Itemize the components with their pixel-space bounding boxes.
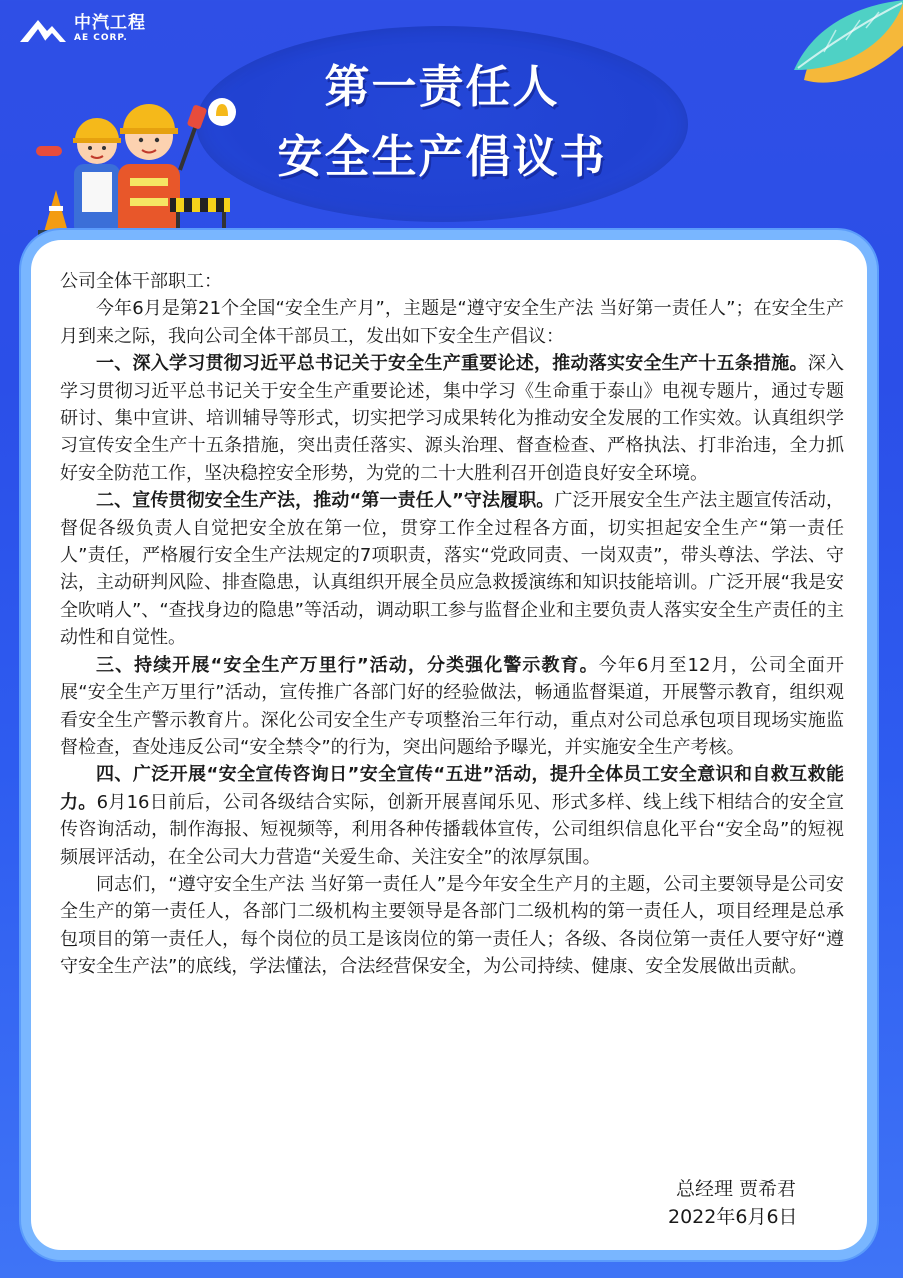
paragraph-3-text: 今年6月至12月，公司全面开展“安全生产万里行”活动，宣传推广各部门好的经验做法，畅通监督渠道，开展警示教育，组织观看安全生产警示教育片。深化公司安全生产专项整治三年行动，重点对公司总承包项目现场实施监督检查，查处违反公司“安全禁令”的行为，突出问题给予曝光，并实施安全生产考核。 — [60, 654, 844, 758]
leaf-decoration-icon — [784, 0, 903, 95]
logo-cn-text: 中汽工程 — [74, 13, 146, 33]
signature-name: 总经理 贾希君 — [676, 1178, 797, 1200]
signature-date: 2022年6月6日 — [668, 1206, 798, 1228]
page-title-line-1: 第一责任人 — [324, 60, 560, 113]
logo-en-text: AE CORP. — [74, 33, 128, 43]
paragraph-4 — [60, 761, 844, 871]
company-logo — [18, 14, 146, 44]
paragraph-4-text: 6月16日前后，公司各级结合实际，创新开展喜闻乐见、形式多样、线上线下相结合的安全宣传咨询活动，制作海报、短视频等，利用各种传播载体宣传，公司组织信息化平台“安全岛”的短视频展评活动，在全公司大力营造“关爱生命、关注安全”的浓厚氛围。 — [60, 791, 845, 868]
closing-paragraph: 同志们，“遵守安全生产法 当好第一责任人”是今年安全生产月的主题，公司主要领导是公司安全生产的第一责任人，各部门二级机构主要领导是各部门二级机构的第一责任人，项目经理是总承包项目的第一责任人，每个岗位的员工是该岗位的第一责任人；各级、各岗位第一责任人要守好“遵守安全生产法”的底线，学法懂法，合法经营保安全，为公司持续、健康、安全发展做出贡献。 — [60, 873, 844, 978]
paragraph-1-heading: 一、深入学习贯彻习近平总书记关于安全生产重要论述，推动落实安全生产十五条措施。 — [96, 353, 808, 375]
paragraph-2-heading: 二、宣传贯彻安全生产法，推动“第一责任人”守法履职。 — [96, 490, 555, 512]
paragraph-3-heading: 三、持续开展“安全生产万里行”活动，分类强化警示教育。 — [96, 654, 599, 676]
safety-workers-illustration-icon — [30, 94, 240, 244]
intro-paragraph: 今年6月是第21个全国“安全生产月”，主题是“遵守安全生产法 当好第一责任人”；在安全生产月到来之际，我向公司全体干部员工，发出如下安全生产倡议： — [60, 298, 844, 347]
paragraph-3 — [60, 652, 844, 762]
page-title-line-2: 安全生产倡议书 — [277, 130, 607, 183]
paragraph-2 — [60, 487, 844, 651]
paragraph-2-text: 广泛开展安全生产法主题宣传活动，督促各级负责人自觉把安全放在第一位，贯穿工作全过程各方面，切实担起安全生产“第一责任人”责任，严格履行安全生产法规定的7项职责，落实“党政同责、一岗双责”，带头尊法、学法、守法，主动研判风险、排查隐患，认真组织开展全员应急救援演练和知识技能培训。广泛开展“我是安全吹哨人”、“查找身边的隐患”等活动，调动职工参与监督企业和主要负责人落实安全生产责任的主动性和自觉性。 — [60, 490, 844, 649]
paragraph-1 — [60, 350, 844, 487]
paragraph-4-heading: 四、广泛开展“安全宣传咨询日”安全宣传“五进”活动，提升全体员工安全意识和自救互救能力。 — [60, 764, 844, 813]
mountain-logo-icon — [18, 14, 68, 44]
salutation: 公司全体干部职工： — [60, 271, 222, 292]
letter-body — [60, 268, 844, 981]
paragraph-1-text: 深入学习贯彻习近平总书记关于安全生产重要论述，集中学习《生命重于泰山》电视专题片，通过专题研讨、集中宣讲、培训辅导等形式，切实把学习成果转化为推动安全发展的工作实效。认真组织学习宣传安全生产十五条措施，突出责任落实、源头治理、督查检查、严格执法、打非治违，全力抓好安全防范工作，坚决稳控安全形势，为党的二十大胜利召开创造良好安全环境。 — [60, 353, 844, 484]
